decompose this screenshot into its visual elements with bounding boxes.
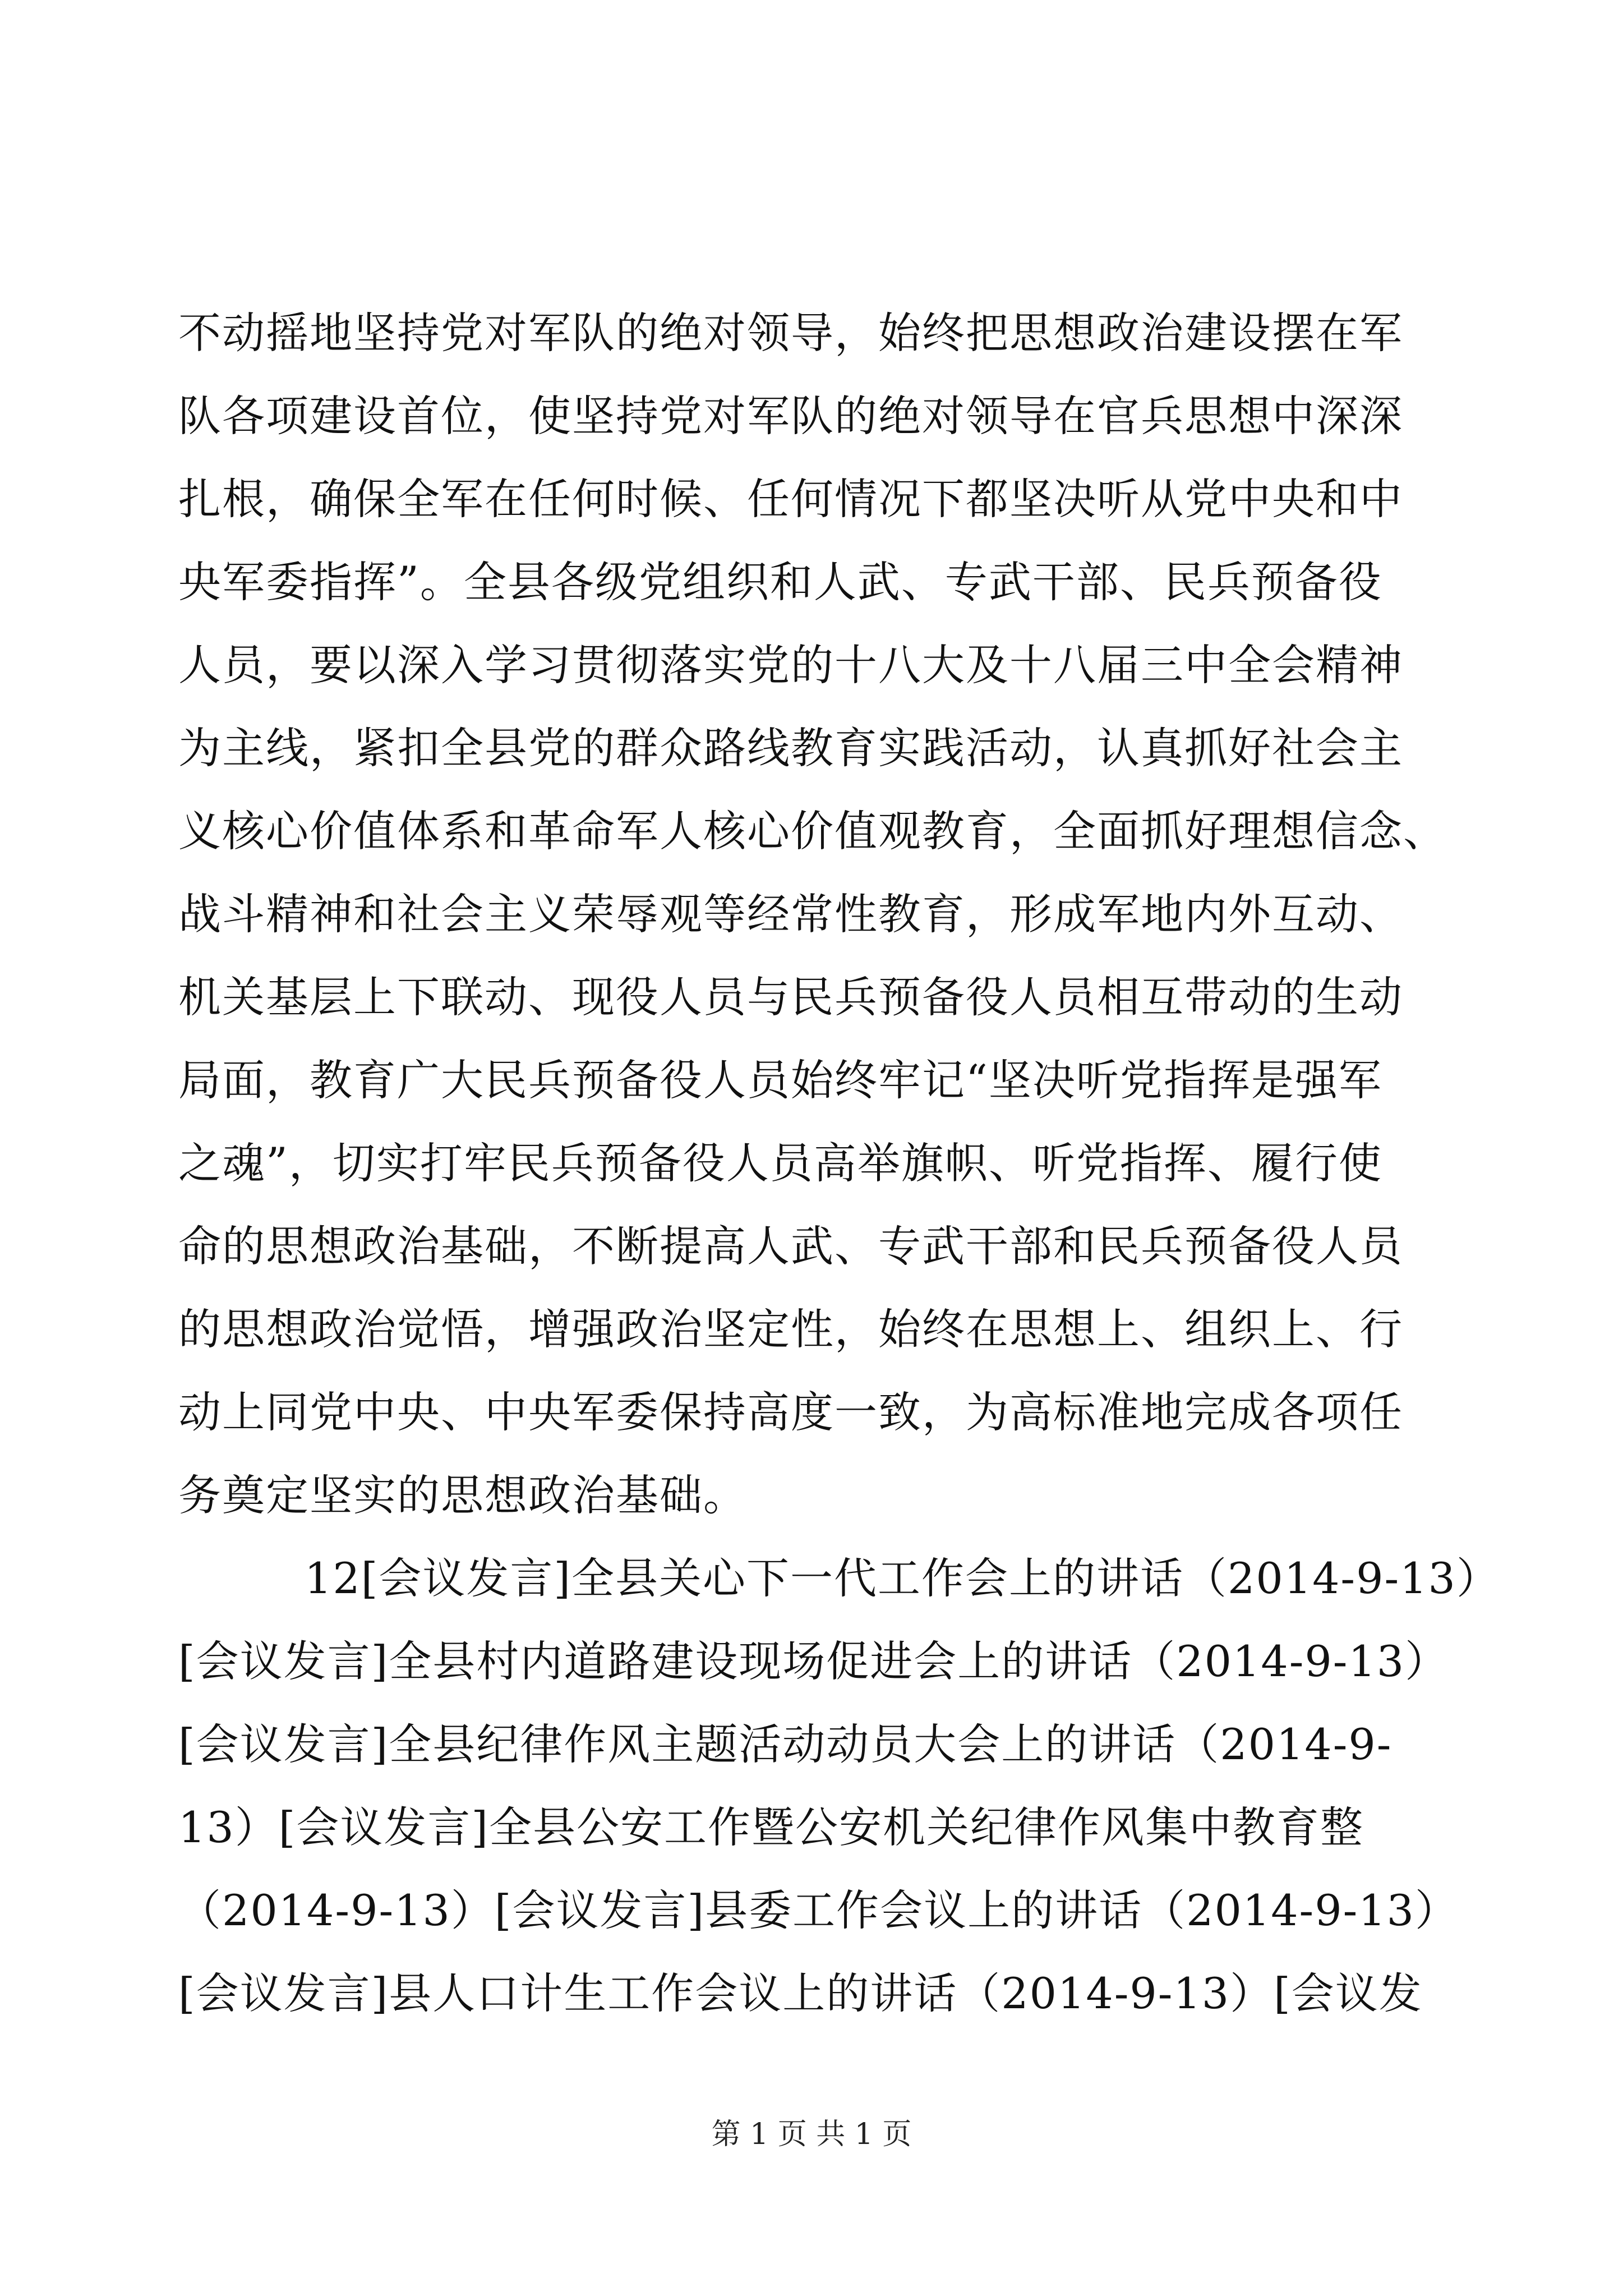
paragraph-2-line: （2014-9-13）[会议发言]县委工作会议上的讲话（2014-9-13） [178,1885,1459,1935]
paragraph-1-line: 队各项建设首位，使坚持党对军队的绝对领导在官兵思想中深深 [178,391,1403,441]
paragraph-1-line: 为主线，紧扣全县党的群众路线教育实践活动，认真抓好社会主 [178,723,1403,773]
paragraph-1-line: 人员，要以深入学习贯彻落实党的十八大及十八届三中全会精神 [178,640,1403,690]
paragraph-1-line: 动上同党中央、中央军委保持高度一致，为高标准地完成各项任 [178,1387,1403,1437]
paragraph-2-line: [会议发言]全县村内道路建设现场促进会上的讲话（2014-9-13） [178,1636,1449,1686]
paragraph-2-line: 12[会议发言]全县关心下一代工作会上的讲话（2014-9-13） [305,1553,1500,1603]
paragraph-1-line: 扎根，确保全军在任何时候、任何情况下都坚决听从党中央和中 [178,474,1403,524]
paragraph-2-line: [会议发言]全县纪律作风主题活动动员大会上的讲话（2014-9- [178,1719,1393,1769]
paragraph-1-line: 央军委指挥”。全县各级党组织和人武、专武干部、民兵预备役 [178,557,1382,607]
paragraph-1-line: 不动摇地坚持党对军队的绝对领导，始终把思想政治建设摆在军 [178,308,1403,358]
paragraph-1-line: 战斗精神和社会主义荣辱观等经常性教育，形成军地内外互动、 [178,889,1403,939]
paragraph-1-line: 义核心价值体系和革命军人核心价值观教育，全面抓好理想信念、 [178,806,1447,856]
paragraph-1-line: 命的思想政治基础，不断提高人武、专武干部和民兵预备役人员 [178,1221,1403,1271]
paragraph-1-line: 的思想政治觉悟，增强政治坚定性，始终在思想上、组织上、行 [178,1304,1403,1354]
paragraph-2-line: [会议发言]县人口计生工作会议上的讲话（2014-9-13）[会议发 [178,1968,1423,2018]
paragraph-1-line: 之魂”，切实打牢民兵预备役人员高举旗帜、听党指挥、履行使 [178,1138,1382,1188]
paragraph-2-line: 13）[会议发言]全县公安工作暨公安机关纪律作风集中教育整 [178,1802,1364,1852]
paragraph-1-line: 局面，教育广大民兵预备役人员始终牢记“坚决听党指挥是强军 [178,1055,1382,1105]
paragraph-1-line: 机关基层上下联动、现役人员与民兵预备役人员相互带动的生动 [178,972,1403,1022]
paragraph-1-line: 务奠定坚实的思想政治基础。 [178,1470,747,1520]
page-number-footer: 第 1 页 共 1 页 [711,2118,912,2151]
document-body [178,292,1500,2035]
